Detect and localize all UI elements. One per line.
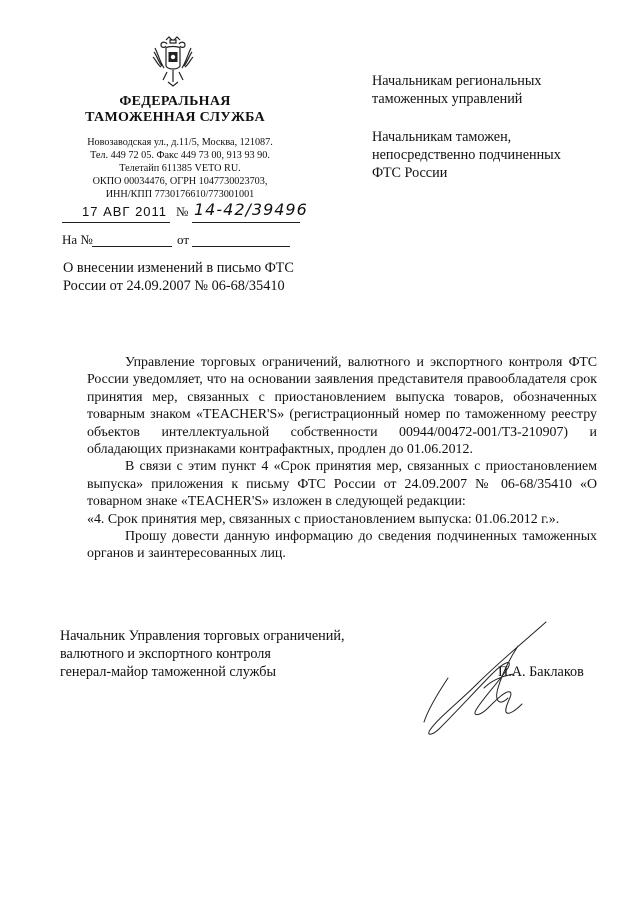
number-label: № <box>176 204 189 219</box>
recipient-line: Начальникам региональных <box>372 73 542 89</box>
recipient-line: таможенных управлений <box>372 91 523 107</box>
reference-from-label: от <box>177 232 190 247</box>
recipient-line: непосредственно подчиненных <box>372 147 561 163</box>
org-name-line1: ФЕДЕРАЛЬНАЯ <box>119 94 231 109</box>
russian-coat-of-arms-icon <box>150 34 196 88</box>
document-number: 14-42/39496 <box>194 200 308 219</box>
phone-line: Тел. 449 72 05. Факс 449 73 00, 913 93 90. <box>90 150 270 161</box>
signatory-title: Начальник Управления торговых ограничений, <box>60 628 345 644</box>
okpo-line: ОКПО 00034476, ОГРН 1047730023703, <box>92 176 268 187</box>
date-stamp: 17 АВГ 2011 <box>82 204 168 219</box>
body-paragraph: «4. Срок принятия мер, связанных с приостановлением выпуска: 01.06.2012 г.». <box>87 511 560 527</box>
number-underline <box>192 222 300 223</box>
body-paragraph: Прошу довести данную информацию до сведения подчиненных таможенных органов и заинтересованных лиц. <box>87 529 597 562</box>
teletype-line: Телетайп 611385 VETO RU. <box>119 163 241 174</box>
recipient-line: Начальникам таможен, <box>372 129 512 145</box>
recipient-line: ФТС России <box>372 165 448 181</box>
signatory-title: валютного и экспортного контроля <box>60 646 271 662</box>
reference-date-line <box>192 246 290 247</box>
address-line: Новозаводская ул., д.11/5, Москва, 121087. <box>87 137 273 148</box>
signatory-title: генерал-майор таможенной службы <box>60 664 277 680</box>
reference-line <box>92 246 172 247</box>
subject-line: О внесении изменений в письмо ФТС <box>63 260 294 276</box>
inn-line: ИНН/КПП 7730176610/773001001 <box>105 189 255 200</box>
date-underline <box>62 222 170 223</box>
body-paragraph: В связи с этим пункт 4 «Срок принятия мер, связанных с приостановлением выпуска» приложения к письму ФТС России от 24.09.2007 № 06-68/35410 «О товарном знаке «TEACHER'S» изложен в следующей редакции: <box>87 459 597 510</box>
letter-body <box>87 354 597 563</box>
org-name-line2: ТАМОЖЕННАЯ СЛУЖБА <box>85 110 265 125</box>
signatory-name: П.А. Баклаков <box>498 664 584 680</box>
subject-line: России от 24.09.2007 № 06-68/35410 <box>63 278 285 294</box>
body-paragraph: Управление торговых ограничений, валютного и экспортного контроля ФТС России уведомляет, что на основании заявления представителя правообладателя срок принятия мер, связанных с приостановлением выпуска товаров, обозначенных товарным знаком «TEACHER'S» (регистрационный номер по таможенному реестру объектов интеллектуальной собственности 00944/00472-001/ТЗ-210907) и обладающих признаками контрафактных, продлен до 01.06.2012. <box>87 355 597 458</box>
reference-label: На № <box>62 232 93 247</box>
